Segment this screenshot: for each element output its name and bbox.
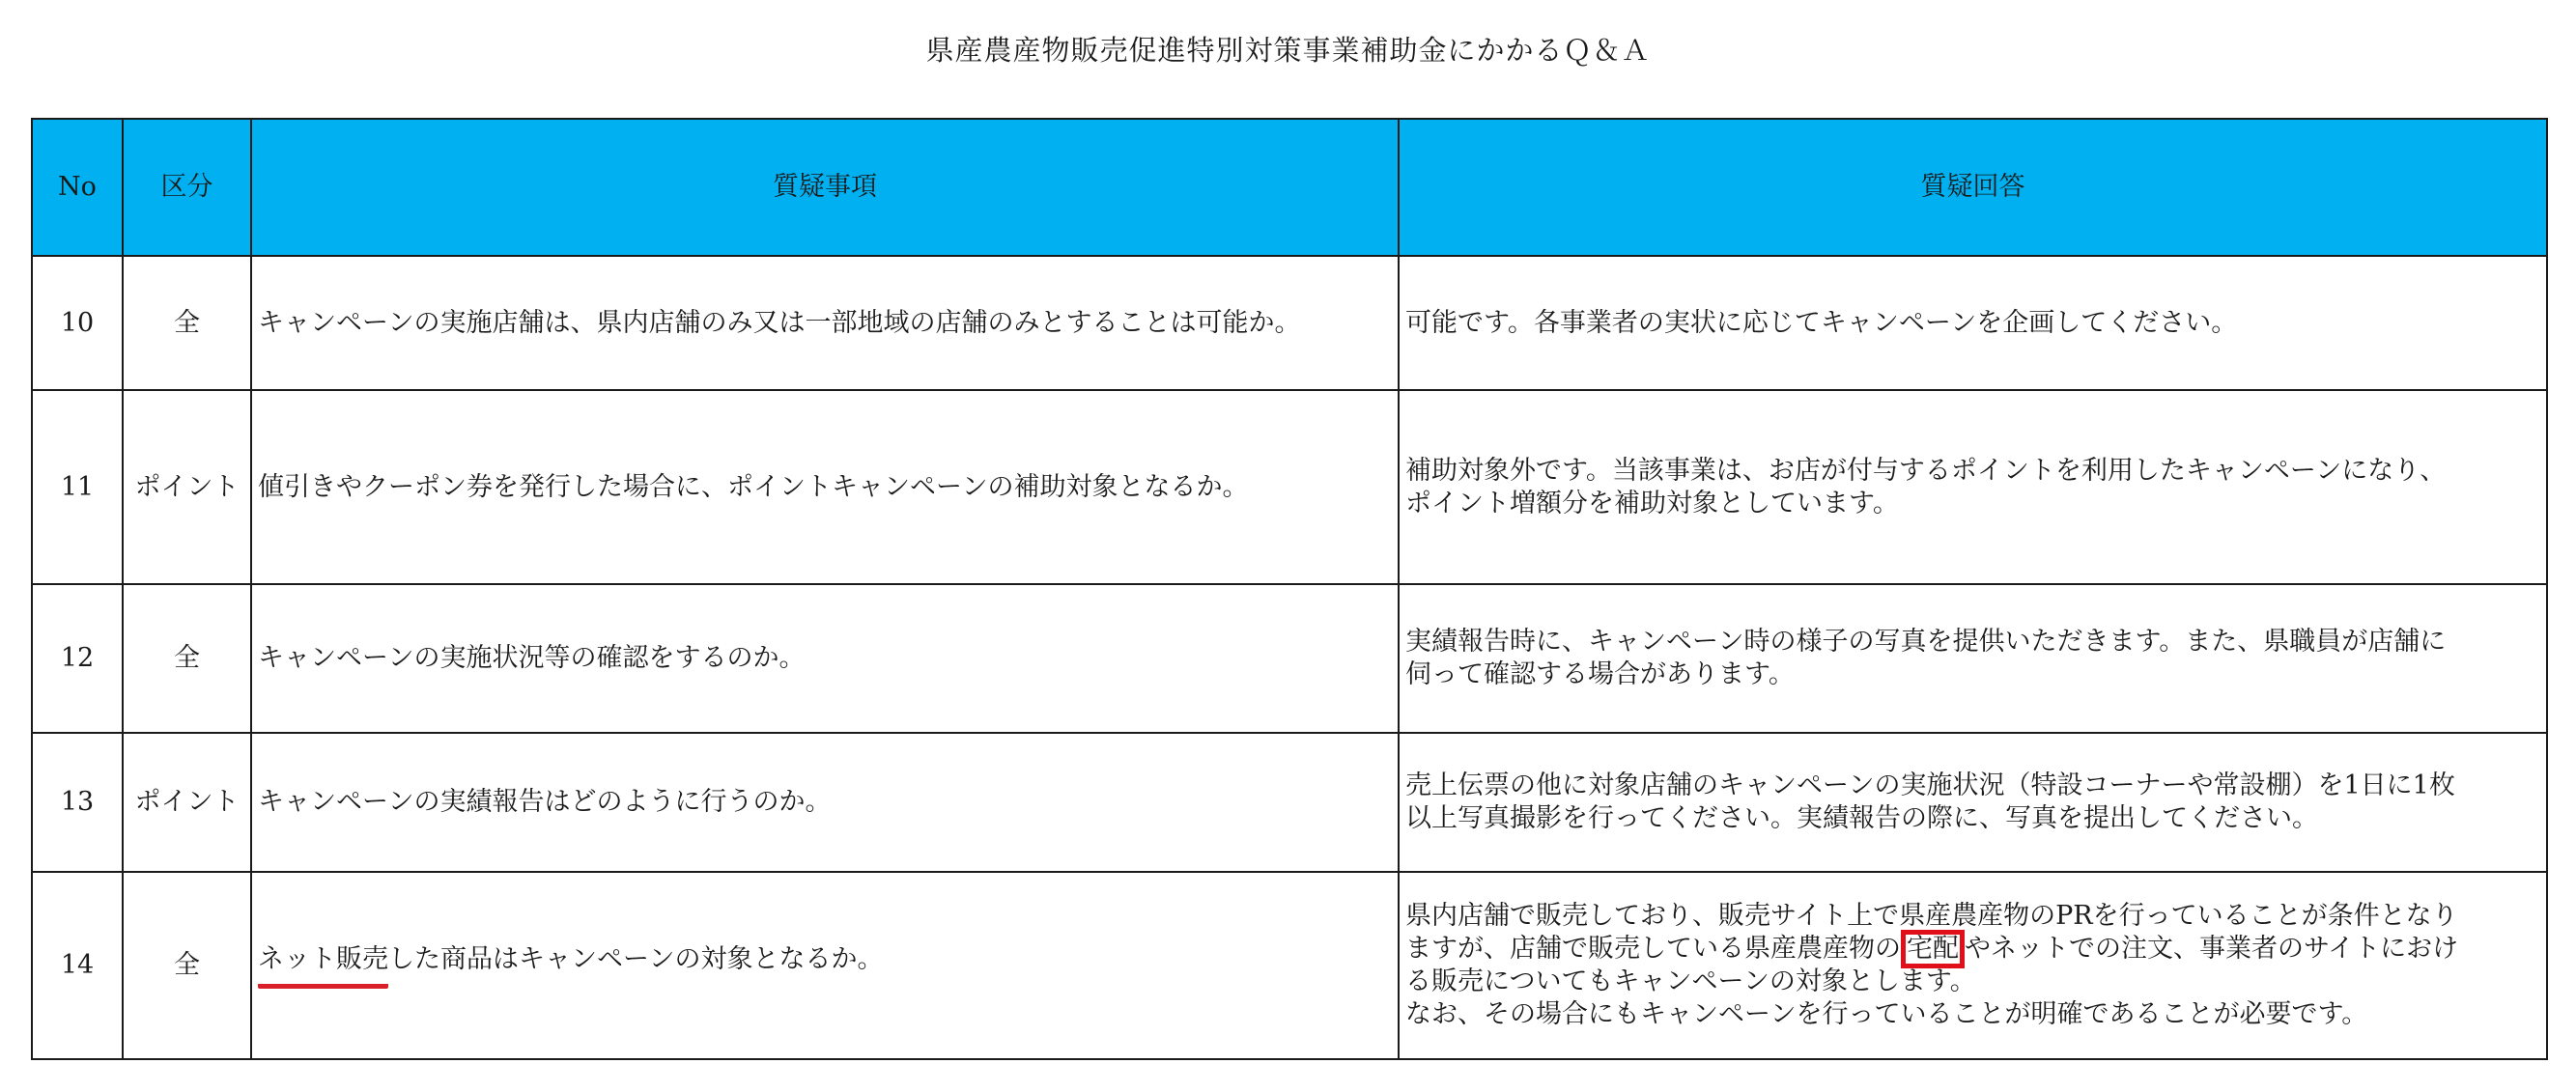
row-question: 値引きやクーポン券を発行した場合に、ポイントキャンペーンの補助対象となるか。	[251, 390, 1399, 584]
row-no: 14	[32, 872, 123, 1059]
answer-text: 可能です。各事業者の実状に応じてキャンペーンを企画してください。	[1405, 307, 2238, 338]
table-row	[32, 872, 2547, 1059]
table-row	[32, 733, 2547, 872]
row-question: キャンペーンの実施店舗は、県内店舗のみ又は一部地域の店舗のみとすることは可能か。	[251, 256, 1399, 390]
row-answer	[1399, 872, 2547, 1059]
row-question: キャンペーンの実績報告はどのように行うのか。	[251, 733, 1399, 872]
header-row	[32, 119, 2547, 256]
row-no: 11	[32, 390, 123, 584]
document-title: 県産農産物販売促進特別対策事業補助金にかかるＱ＆Ａ	[925, 34, 1651, 67]
header-no: No	[32, 119, 123, 256]
answer-segment: ますが、店舗で販売している県産農産物の	[1405, 934, 1901, 964]
answer-line	[1405, 933, 2540, 966]
row-category: 全	[123, 256, 251, 390]
boxed-text: 宅配	[1901, 930, 1965, 968]
header-category: 区分	[123, 119, 251, 256]
row-no: 10	[32, 256, 123, 390]
table-row	[32, 256, 2547, 390]
answer-line: 県内店舗で販売しており、販売サイト上で県産農産物のPRを行っていることが条件となり	[1405, 901, 2458, 931]
row-no: 13	[32, 733, 123, 872]
answer-segment: やネットでの注文、事業者のサイトにおけ	[1965, 934, 2459, 964]
answer-line: る販売についてもキャンペーンの対象とします。	[1405, 966, 1976, 996]
row-answer	[1399, 584, 2547, 733]
row-answer	[1399, 733, 2547, 872]
underlined-text: ネット販売	[258, 945, 388, 989]
header-question: 質疑事項	[251, 119, 1399, 256]
question-rest: した商品はキャンペーンの対象となるか。	[388, 943, 884, 974]
answer-line: なお、その場合にもキャンペーンを行っていることが明確であることが必要です。	[1405, 999, 2368, 1029]
row-question: キャンペーンの実施状況等の確認をするのか。	[251, 584, 1399, 733]
row-no: 12	[32, 584, 123, 733]
row-category: 全	[123, 872, 251, 1059]
row-category: ポイント	[123, 733, 251, 872]
table-row	[32, 584, 2547, 733]
table-row	[32, 390, 2547, 584]
answer-text: 実績報告時に、キャンペーン時の様子の写真を提供いただきます。また、県職員が店舗に 伺って確認する場合があります。	[1405, 627, 2447, 689]
row-category: ポイント	[123, 390, 251, 584]
row-question	[251, 872, 1399, 1059]
row-answer	[1399, 256, 2547, 390]
answer-text: 補助対象外です。当該事業は、お店が付与するポイントを利用したキャンペーンになり、 ポイント増額分を補助対象としています。	[1405, 455, 2447, 518]
row-answer	[1399, 390, 2547, 584]
header-answer: 質疑回答	[1399, 119, 2547, 256]
answer-text: 売上伝票の他に対象店舗のキャンペーンの実施状況（特設コーナーや常設棚）を1日に1枚 以上写真撮影を行ってください。実績報告の際に、写真を提出してください。	[1405, 770, 2455, 833]
row-category: 全	[123, 584, 251, 733]
qa-table	[31, 118, 2548, 1060]
